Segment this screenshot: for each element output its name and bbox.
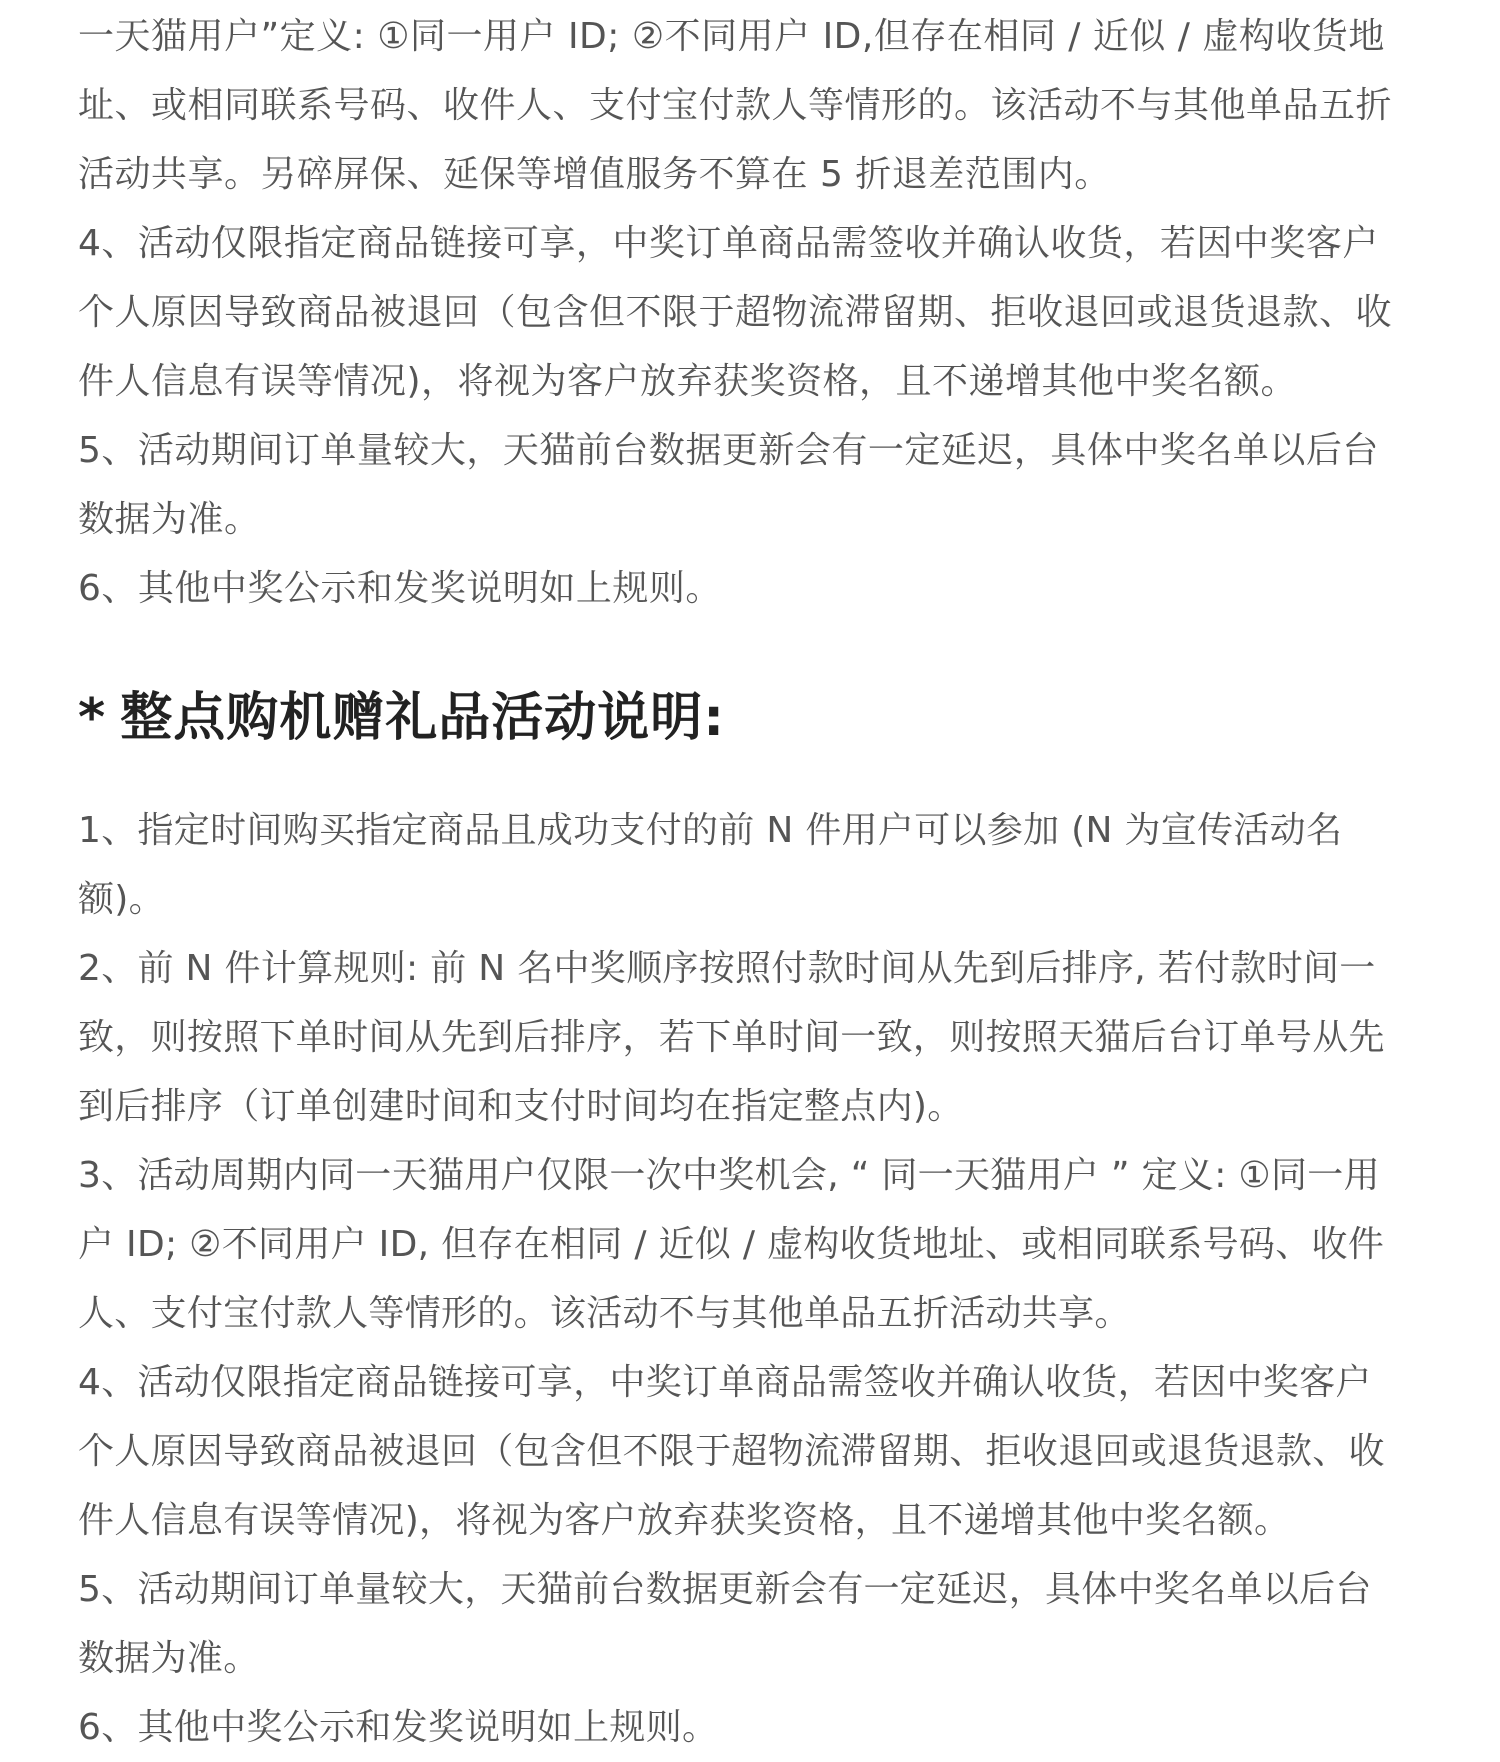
- rule-paragraph: 3、活动周期内同一天猫用户仅限一次中奖机会, “ 同一天猫用户 ” 定义: ①同一用户 ID; ②不同用户 ID, 但存在相同 / 近似 / 虚构收货地址、或相同联系号码、收件人、支付宝付款人等情形的。该活动不与其他单品五折活动共享。: [78, 1155, 1385, 1334]
- heading-text: 整点购机赠礼品活动说明:: [120, 688, 725, 748]
- rule-paragraph: 6、其他中奖公示和发奖说明如上规则。: [78, 568, 722, 609]
- rule-paragraph: 5、活动期间订单量较大，天猫前台数据更新会有一定延迟，具体中奖名单以后台数据为准。: [78, 430, 1379, 540]
- rule-paragraph: 一天猫用户”定义: ①同一用户 ID; ②不同用户 ID,但存在相同 / 近似 / 虚构收货地址、或相同联系号码、收件人、支付宝付款人等情形的。该活动不与其他单品五折活动共享。另碎屏保、延保等增值服务不算在 5 折退差范围内。: [78, 16, 1393, 195]
- heading-star-mark: *: [78, 688, 107, 748]
- rule-paragraph: 5、活动期间订单量较大，天猫前台数据更新会有一定延迟，具体中奖名单以后台数据为准。: [78, 1569, 1372, 1679]
- rule-paragraph: 4、活动仅限指定商品链接可享，中奖订单商品需签收并确认收货，若因中奖客户个人原因导致商品被退回（包含但不限于超物流滞留期、拒收退回或退货退款、收件人信息有误等情况)，将视为客户放弃获奖资格，且不递增其他中奖名额。: [78, 1362, 1385, 1541]
- rule-paragraph: 1、指定时间购买指定商品且成功支付的前 N 件用户可以参加 (N 为宣传活动名额)。: [78, 810, 1343, 920]
- section-heading: [78, 623, 1402, 796]
- rule-paragraph: 6、其他中奖公示和发奖说明如上规则。: [78, 1707, 719, 1748]
- previous-rules-section: [78, 0, 1402, 623]
- rule-paragraph: 2、前 N 件计算规则: 前 N 名中奖顺序按照付款时间从先到后排序, 若付款时间一致，则按照下单时间从先到后排序，若下单时间一致，则按照天猫后台订单号从先到后排序（订单创建时间和支付时间均在指定整点内)。: [78, 948, 1385, 1127]
- rule-paragraph: 4、活动仅限指定商品链接可享，中奖订单商品需签收并确认收货，若因中奖客户个人原因导致商品被退回（包含但不限于超物流滞留期、拒收退回或退货退款、收件人信息有误等情况)，将视为客户放弃获奖资格，且不递增其他中奖名额。: [78, 223, 1393, 402]
- hourly-gift-rules-section: [78, 796, 1402, 1762]
